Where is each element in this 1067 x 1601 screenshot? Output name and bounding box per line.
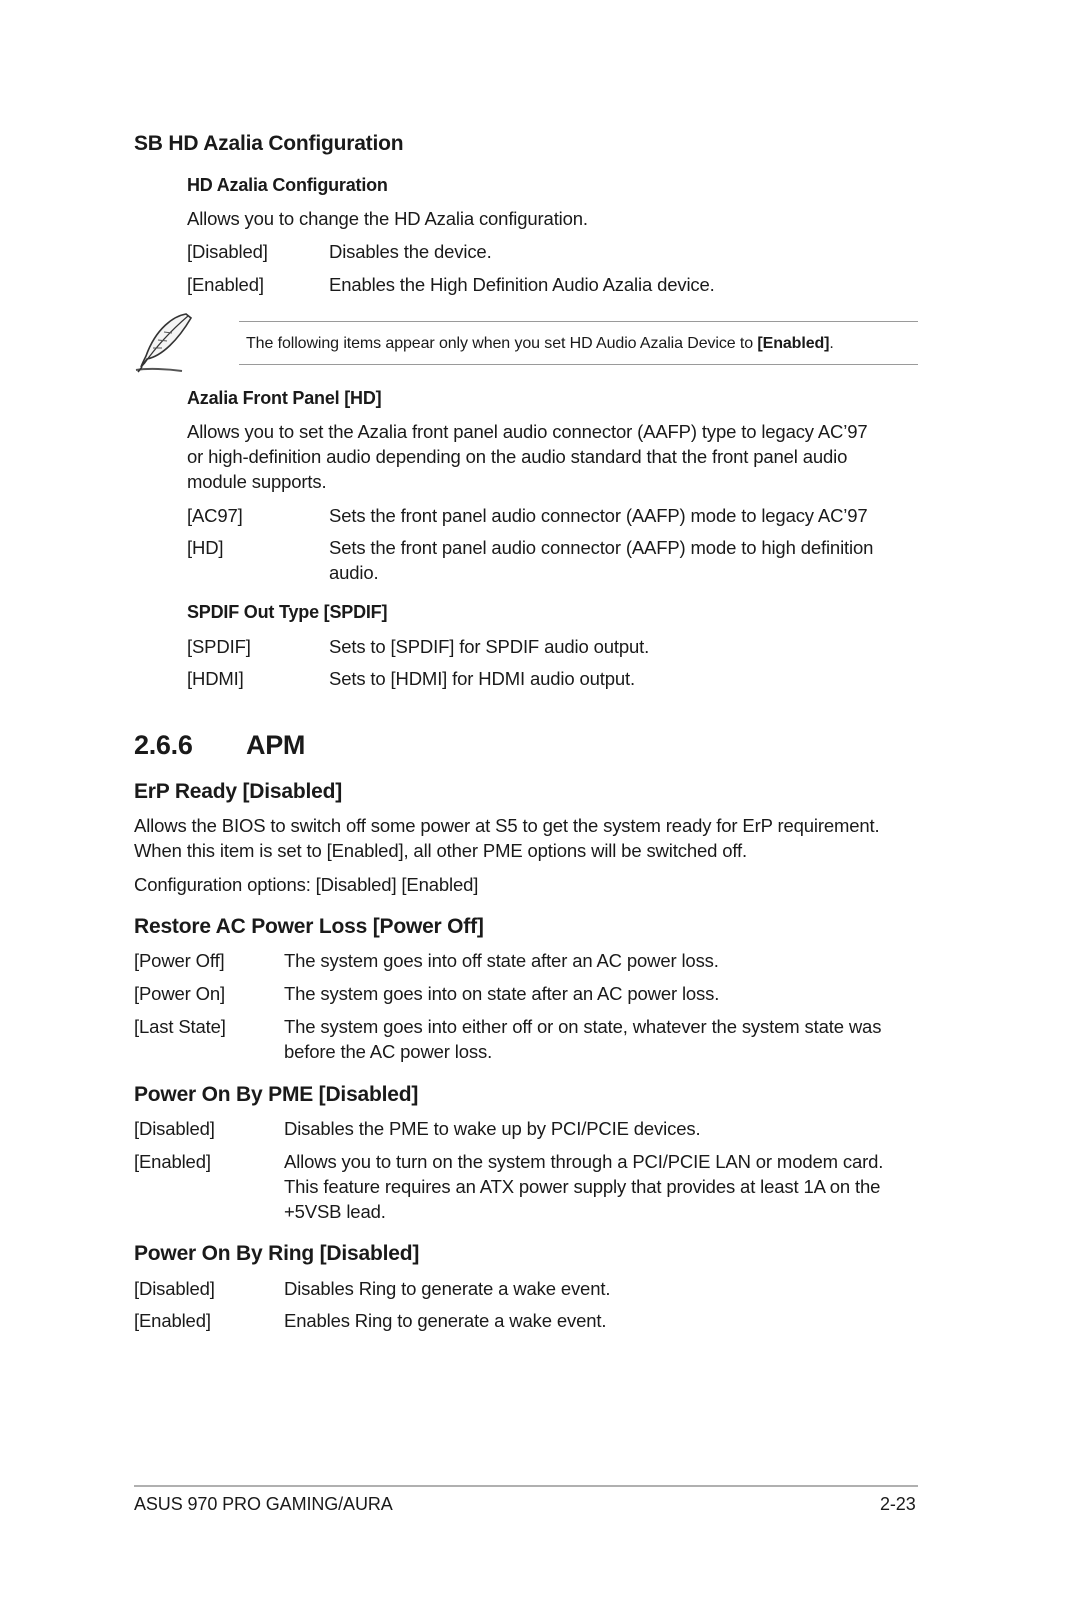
option-label: [Disabled] (187, 241, 268, 262)
option-desc-line: The system goes into either off or on state, whatever the system state was (284, 1016, 882, 1037)
feather-pen-icon (134, 310, 196, 374)
erp-config-options: Configuration options: [Disabled] [Enabled] (134, 874, 479, 895)
section-number: 2.6.6 (134, 730, 193, 760)
item-title-erp-ready: ErP Ready [Disabled] (134, 780, 343, 803)
option-desc: Enables the High Definition Audio Azalia device. (329, 274, 715, 295)
option-desc-line: +5VSB lead. (284, 1201, 386, 1222)
option-desc-line: Allows you to turn on the system through a PCI/PCIE LAN or modem card. (284, 1151, 884, 1172)
section-title-apm: APM (246, 730, 306, 760)
option-desc: The system goes into on state after an AC power loss. (284, 983, 720, 1004)
footer-rule (134, 1485, 918, 1487)
option-desc: Disables the device. (329, 241, 492, 262)
item-title-power-on-ring: Power On By Ring [Disabled] (134, 1242, 420, 1265)
note-top-rule (239, 321, 918, 322)
subsection-title-spdif: SPDIF Out Type [SPDIF] (187, 602, 388, 622)
option-desc: Sets the front panel audio connector (AAFP) mode to legacy AC’97 (329, 505, 868, 526)
erp-desc-line: Allows the BIOS to switch off some power at S5 to get the system ready for ErP requirement. (134, 815, 880, 836)
subsection-title-hd-azalia-config: HD Azalia Configuration (187, 175, 388, 195)
option-label: [Enabled] (187, 274, 264, 295)
footer-product: ASUS 970 PRO GAMING/AURA (134, 1494, 393, 1514)
option-desc (284, 1014, 881, 1064)
note-text-bold: [Enabled] (757, 335, 830, 352)
option-desc: Disables the PME to wake up by PCI/PCIE devices. (284, 1118, 701, 1139)
option-desc: Sets to [HDMI] for HDMI audio output. (329, 668, 635, 689)
option-label: [HD] (187, 537, 224, 558)
note-text (246, 335, 834, 353)
option-desc-line: audio. (329, 562, 379, 583)
option-desc: Disables Ring to generate a wake event. (284, 1278, 611, 1299)
option-label: [Enabled] (134, 1310, 211, 1331)
erp-desc (134, 813, 934, 863)
option-label: [Disabled] (134, 1118, 215, 1139)
option-desc-line: before the AC power loss. (284, 1041, 493, 1062)
option-desc: Enables Ring to generate a wake event. (284, 1310, 607, 1331)
option-label: [SPDIF] (187, 636, 251, 657)
option-desc (329, 535, 873, 585)
item-title-power-on-pme: Power On By PME [Disabled] (134, 1083, 419, 1106)
note-text-main: The following items appear only when you set HD Audio Azalia Device to (246, 335, 758, 352)
item-title-restore-ac: Restore AC Power Loss [Power Off] (134, 915, 484, 938)
front-panel-desc-line: Allows you to set the Azalia front panel audio connector (AAFP) type to legacy AC’97 (187, 421, 868, 442)
erp-desc-line: When this item is set to [Enabled], all other PME options will be switched off. (134, 840, 747, 861)
option-desc-line: Sets the front panel audio connector (AAFP) mode to high definition (329, 537, 874, 558)
option-desc: The system goes into off state after an AC power loss. (284, 950, 719, 971)
footer-page-number: 2-23 (880, 1494, 916, 1514)
option-label: [Enabled] (134, 1151, 211, 1172)
front-panel-desc (187, 419, 917, 494)
option-label: [Last State] (134, 1016, 226, 1037)
subsection-title-front-panel: Azalia Front Panel [HD] (187, 388, 382, 408)
option-desc (284, 1149, 883, 1224)
note-bottom-rule (239, 364, 918, 365)
front-panel-desc-line: or high-definition audio depending on the audio standard that the front panel audio (187, 446, 848, 467)
option-label: [Power Off] (134, 950, 225, 971)
note-text-end: . (829, 335, 834, 352)
option-label: [HDMI] (187, 668, 244, 689)
option-desc-line: This feature requires an ATX power supply that provides at least 1A on the (284, 1176, 881, 1197)
option-label: [Power On] (134, 983, 226, 1004)
hd-azalia-config-desc: Allows you to change the HD Azalia configuration. (187, 208, 588, 229)
option-label: [AC97] (187, 505, 243, 526)
section-title-sb-hd-azalia: SB HD Azalia Configuration (134, 132, 404, 155)
front-panel-desc-line: module supports. (187, 471, 327, 492)
option-desc: Sets to [SPDIF] for SPDIF audio output. (329, 636, 650, 657)
option-label: [Disabled] (134, 1278, 215, 1299)
